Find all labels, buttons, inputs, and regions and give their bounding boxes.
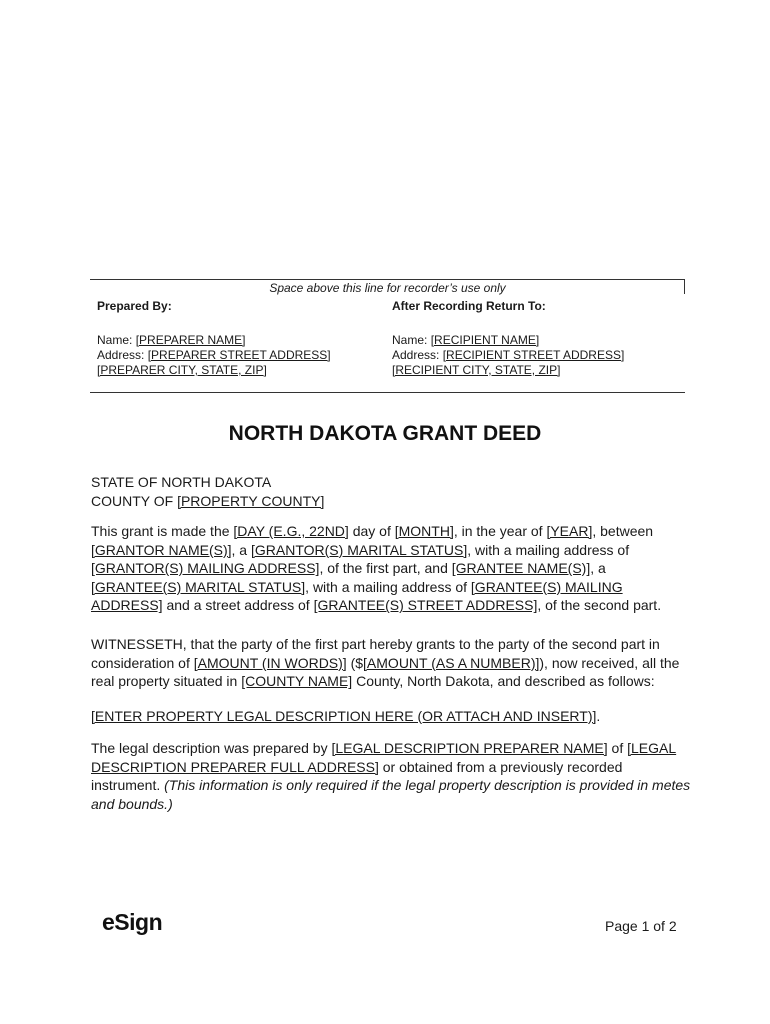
- preparer-address-line: [97, 348, 331, 363]
- placeholder-field[interactable]: [COUNTY NAME]: [241, 673, 353, 690]
- placeholder-field[interactable]: [GRANTEE(S) MARITAL STATUS]: [91, 578, 306, 595]
- placeholder-field[interactable]: [GRANTOR(S) MAILING ADDRESS]: [91, 560, 320, 577]
- recipient-city-field[interactable]: [RECIPIENT CITY, STATE, ZIP]: [392, 363, 561, 377]
- paragraph-text: ($: [346, 654, 364, 671]
- placeholder-field[interactable]: [AMOUNT (IN WORDS)]: [193, 654, 347, 671]
- paragraph-text: of: [607, 740, 628, 756]
- recipient-address-field[interactable]: [RECIPIENT STREET ADDRESS]: [442, 348, 625, 362]
- recorder-space-line: [90, 279, 685, 280]
- placeholder-field[interactable]: [LEGAL DESCRIPTION PREPARER FULL ADDRESS]: [91, 740, 677, 775]
- preparer-city-field[interactable]: [PREPARER CITY, STATE, ZIP]: [97, 363, 267, 377]
- paragraph-text: day of: [348, 523, 395, 539]
- recipient-city-line: [392, 363, 624, 378]
- grant-paragraph: [91, 522, 691, 615]
- placeholder-field[interactable]: [GRANTEE(S) STREET ADDRESS]: [313, 597, 538, 614]
- recipient-name-label: Name:: [392, 333, 431, 347]
- paragraph-text: , of the first part, and: [319, 560, 452, 577]
- placeholder-field[interactable]: [AMOUNT (AS A NUMBER)]: [363, 654, 540, 671]
- placeholder-field[interactable]: [GRANTOR NAME(S)]: [91, 541, 232, 558]
- preparer-address-label: Address:: [97, 348, 148, 362]
- esign-logo: eSign: [102, 909, 163, 935]
- legal-description-preparer-paragraph: [91, 739, 691, 813]
- county-field[interactable]: [PROPERTY COUNTY]: [177, 492, 325, 509]
- document-title: NORTH DAKOTA GRANT DEED: [228, 422, 542, 445]
- paragraph-text: , in the year of: [453, 523, 547, 539]
- placeholder-field[interactable]: [GRANTOR(S) MARITAL STATUS]: [251, 541, 468, 558]
- paragraph-text: The legal description was prepared by: [91, 740, 332, 756]
- section-divider: [90, 392, 685, 393]
- paragraph-text: or obtained from a previously recorded instrument.: [91, 758, 623, 794]
- paragraph-text: WITNESSETH, that the party of the first part hereby grants to the party of the second part in consideration of: [91, 636, 660, 671]
- paragraph-text: , a: [590, 560, 606, 577]
- preparer-name-label: Name:: [97, 333, 136, 347]
- recipient-address-label: Address:: [392, 348, 443, 362]
- prepared-by-heading: Prepared By:: [97, 299, 172, 313]
- page-number: Page 1 of 2: [605, 918, 677, 934]
- witness-paragraph: [91, 635, 691, 691]
- paragraph-text: .: [596, 708, 601, 724]
- state-county-block: [91, 473, 691, 510]
- prepared-by-section: [97, 299, 331, 378]
- legal-description-paragraph: [91, 707, 691, 726]
- paragraph-text: , a: [231, 541, 251, 558]
- preparer-name-line: [97, 333, 331, 348]
- paragraph-text: , between: [592, 523, 654, 539]
- county-line: [91, 492, 691, 511]
- preparer-city-line: [97, 363, 331, 378]
- placeholder-field[interactable]: [LEGAL DESCRIPTION PREPARER NAME]: [331, 740, 608, 756]
- paragraph-text: , with a mailing address of: [467, 541, 630, 558]
- paragraph-text: County, North Dakota, and described as follows:: [352, 673, 655, 690]
- paragraph-text: and a street address of: [162, 597, 314, 614]
- recorder-note: Space above this line for recorder’s use only: [269, 281, 506, 295]
- placeholder-field[interactable]: [GRANTEE(S) MAILING ADDRESS]: [91, 578, 623, 614]
- paragraph-text: This grant is made the: [91, 523, 234, 539]
- placeholder-field[interactable]: [GRANTEE NAME(S)]: [451, 560, 591, 577]
- placeholder-field[interactable]: [YEAR]: [546, 523, 593, 539]
- preparer-address-field[interactable]: [PREPARER STREET ADDRESS]: [147, 348, 331, 362]
- paragraph-text: , of the second part.: [537, 597, 662, 614]
- placeholder-field[interactable]: [ENTER PROPERTY LEGAL DESCRIPTION HERE (OR ATTACH AND INSERT)]: [91, 708, 597, 724]
- paragraph-text: , with a mailing address of: [305, 578, 471, 595]
- state-line: STATE OF NORTH DAKOTA: [91, 474, 272, 490]
- return-to-heading: After Recording Return To:: [392, 299, 546, 313]
- return-to-section: [392, 299, 624, 378]
- recipient-name-line: [392, 333, 624, 348]
- recipient-address-line: [392, 348, 624, 363]
- placeholder-field[interactable]: [DAY (E.G., 22ND]: [233, 523, 349, 539]
- recipient-name-field[interactable]: [RECIPIENT NAME]: [430, 333, 540, 347]
- italic-note: (This information is only required if the legal property description is provided in metes and bounds.): [91, 777, 691, 812]
- paragraph-text: ), now received, all the real property situated in: [91, 654, 680, 690]
- preparer-name-field[interactable]: [PREPARER NAME]: [135, 333, 246, 347]
- placeholder-field[interactable]: [MONTH]: [394, 523, 454, 539]
- county-label: COUNTY OF: [91, 492, 178, 509]
